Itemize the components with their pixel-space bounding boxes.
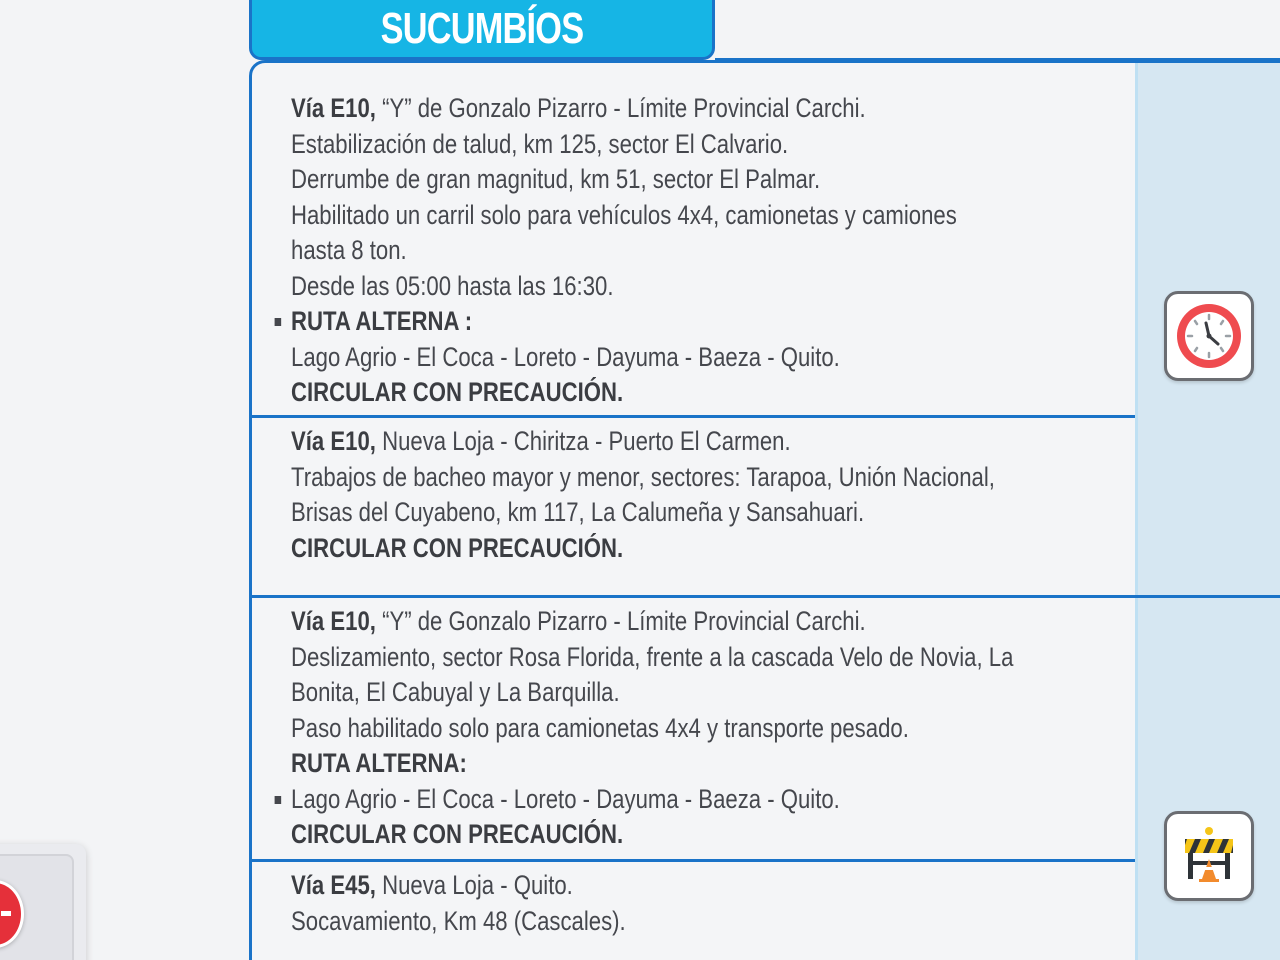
row-text-line (291, 604, 983, 640)
row-text-line (291, 711, 983, 747)
row-text-line (291, 746, 983, 782)
bold-text: CIRCULAR CON PRECAUCIÓN. (291, 819, 624, 849)
bold-text: Vía E10, (291, 426, 376, 456)
row-text-line (291, 127, 983, 163)
row-text-line (291, 904, 983, 940)
row-text-line (291, 162, 983, 198)
table-row (252, 862, 1135, 960)
line-text: Nueva Loja - Quito. (375, 870, 573, 900)
line-text: Estabilización de talud, km 125, sector El Calvario. (291, 128, 789, 159)
line-text: Derrumbe de gran magnitud, km 51, sector El Palmar. (291, 164, 821, 194)
line-text: Habilitado un carril solo para vehículos 4x4, camionetas y camiones (291, 199, 957, 230)
bullet-marker (275, 318, 282, 326)
row-text-line (291, 233, 983, 269)
bullet-marker (275, 796, 282, 804)
line-text: Trabajos de bacheo mayor y menor, sectores: Tarapoa, Unión Nacional, (291, 461, 995, 492)
bold-text: RUTA ALTERNA: (291, 748, 467, 778)
row-text-line (291, 640, 1014, 676)
line-text: Desde las 05:00 hasta las 16:30. (291, 270, 614, 301)
table-row (252, 85, 1135, 418)
line-text: Lago Agrio - El Coca - Loreto - Dayuma - Baeza - Quito. (291, 341, 840, 372)
bold-text: Vía E45, (291, 870, 376, 900)
line-text: Deslizamiento, sector Rosa Florida, frente a la cascada Velo de Novia, La (291, 641, 1014, 672)
clock-icon (1164, 291, 1254, 381)
row-text-line (291, 198, 983, 234)
province-header (249, 0, 715, 60)
bold-text: Vía E10, (291, 606, 376, 636)
line-text: “Y” de Gonzalo Pizarro - Límite Provincial Carchi. (375, 93, 866, 123)
bold-text: CIRCULAR CON PRECAUCIÓN. (291, 532, 624, 563)
row-text-line (291, 495, 983, 531)
line-text: Socavamiento, Km 48 (Cascales). (291, 905, 626, 936)
line-text: Lago Agrio - El Coca - Loreto - Dayuma - Baeza - Quito. (291, 783, 840, 814)
line-text: Brisas del Cuyabeno, km 117, La Calumeña y Sansahuari. (291, 497, 865, 527)
row-text-line (291, 91, 983, 127)
line-text: Paso habilitado solo para camionetas 4x4 y transporte pesado. (291, 712, 909, 743)
row-text-line (291, 375, 983, 411)
bold-text: RUTA ALTERNA : (291, 306, 473, 336)
row-text-line (291, 817, 983, 853)
line-text: “Y” de Gonzalo Pizarro - Límite Provincial Carchi. (375, 606, 866, 636)
line-text: hasta 8 ton. (291, 235, 407, 265)
row-text-line (291, 424, 983, 460)
road-barrier-icon (1164, 811, 1254, 901)
row-text-line (291, 782, 983, 818)
row-text-line (291, 340, 983, 376)
province-title: SUCUMBÍOS (380, 4, 584, 53)
row-text-line (291, 460, 995, 496)
row-text-line (291, 304, 983, 340)
road-status-table (249, 60, 1280, 960)
row-text-line (291, 531, 983, 567)
table-row (252, 418, 1135, 598)
bold-text: Vía E10, (291, 93, 376, 123)
row-text-line (291, 269, 983, 305)
bold-text: CIRCULAR CON PRECAUCIÓN. (291, 377, 624, 407)
line-text: Bonita, El Cabuyal y La Barquilla. (291, 677, 620, 707)
row-text-line (291, 868, 983, 904)
row-text-line (291, 675, 983, 711)
line-text: Nueva Loja - Chiritza - Puerto El Carmen. (375, 426, 791, 456)
table-row (252, 598, 1135, 862)
